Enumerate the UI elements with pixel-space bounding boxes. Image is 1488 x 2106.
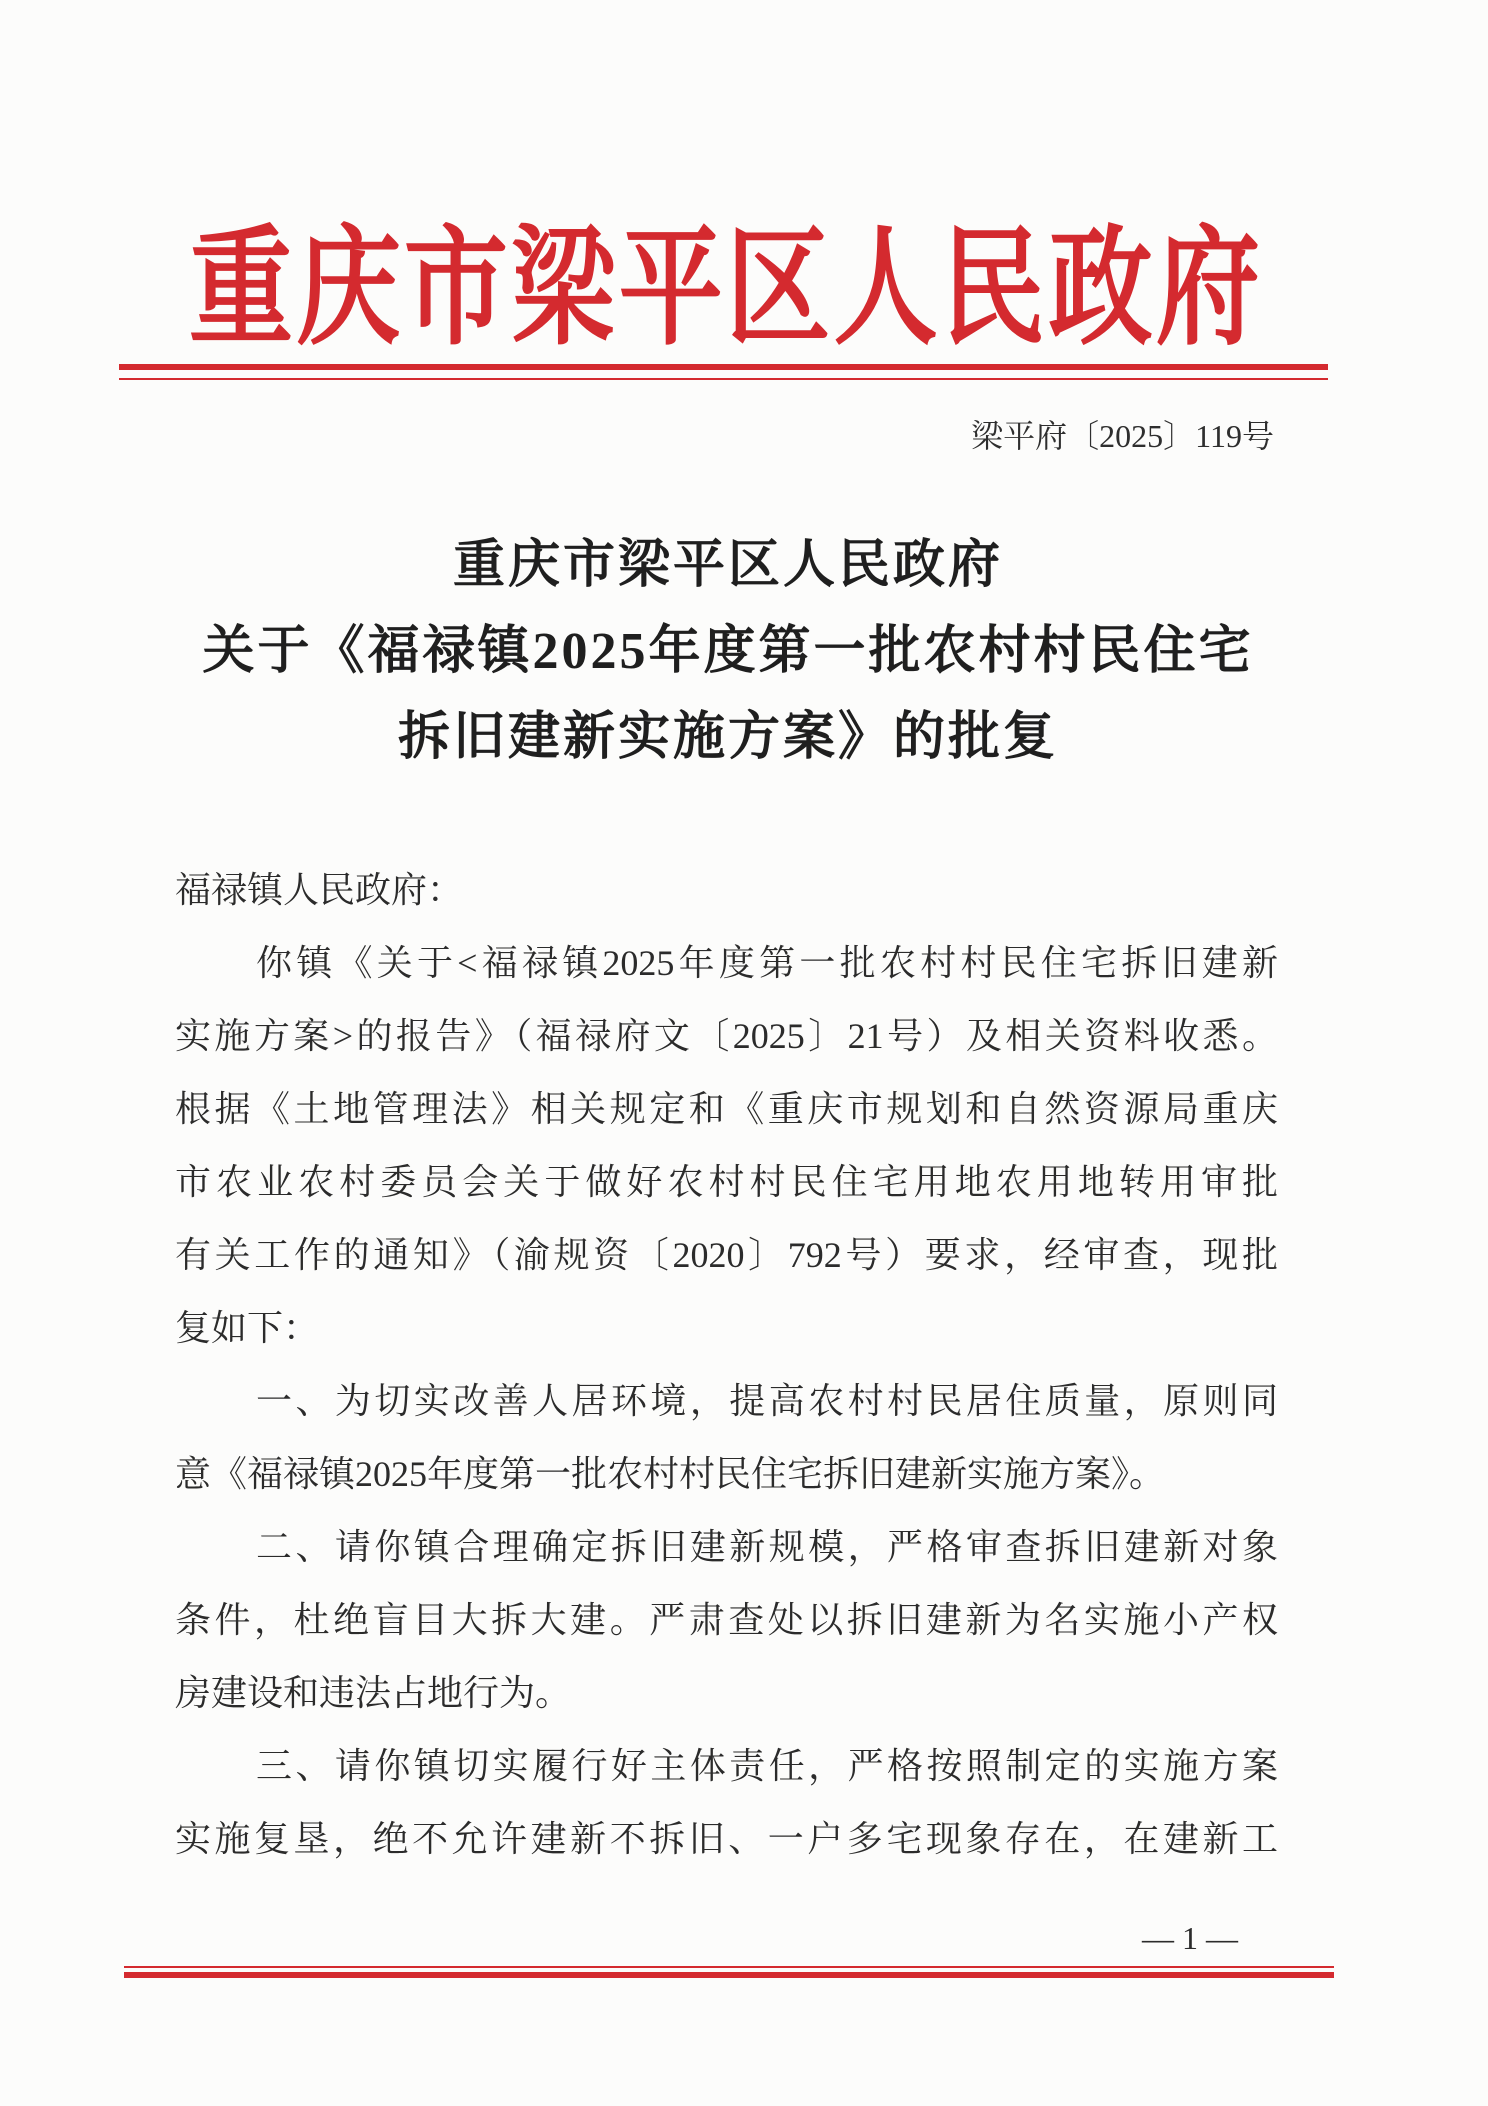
masthead-title: 重庆市梁平区人民政府 [189, 210, 1260, 364]
title-line: 重庆市梁平区人民政府 [452, 537, 1003, 594]
document-body [175, 854, 1278, 1876]
body-line: 意《福禄镇2025年度第一批农村村民住宅拆旧建新实施方案》。 [175, 1454, 1166, 1494]
body-line: 有关工作的通知》（渝规资〔2020〕792号）要求，经审查，现批 [175, 1235, 1278, 1275]
document-title [160, 523, 1296, 781]
title-line: 拆旧建新实施方案》的批复 [397, 709, 1058, 766]
masthead-rule-thick [119, 364, 1328, 370]
masthead-rule-thin [119, 378, 1328, 380]
footer-rule-thick [124, 1972, 1334, 1978]
page-number: — 1 — [1142, 1920, 1238, 1956]
salutation: 福禄镇人民政府： [175, 870, 464, 910]
body-line: 实施复垦，绝不允许建新不拆旧、一户多宅现象存在，在建新工 [175, 1819, 1278, 1859]
body-line: 二、请你镇合理确定拆旧建新规模，严格审查拆旧建新对象 [256, 1527, 1278, 1567]
body-line: 三、请你镇切实履行好主体责任，严格按照制定的实施方案 [256, 1746, 1278, 1786]
footer-rule-thin [124, 1966, 1334, 1968]
body-line: 一、为切实改善人居环境，提高农村村民居住质量，原则同 [256, 1381, 1278, 1421]
body-line: 实施方案>的报告》（福禄府文〔2025〕21号）及相关资料收悉。 [175, 1016, 1278, 1056]
body-line: 根据《土地管理法》相关规定和《重庆市规划和自然资源局重庆 [175, 1089, 1278, 1129]
body-line: 你镇《关于<福禄镇2025年度第一批农村村民住宅拆旧建新 [256, 943, 1278, 983]
document-number: 梁平府〔2025〕119号 [971, 418, 1274, 454]
body-line: 复如下： [175, 1308, 320, 1348]
body-line: 市农业农村委员会关于做好农村村民住宅用地农用地转用审批 [175, 1162, 1278, 1202]
title-line: 关于《福禄镇2025年度第一批农村村民住宅 [202, 623, 1254, 680]
body-line: 条件，杜绝盲目大拆大建。严肃查处以拆旧建新为名实施小产权 [175, 1600, 1278, 1640]
body-line: 房建设和违法占地行为。 [175, 1673, 572, 1713]
